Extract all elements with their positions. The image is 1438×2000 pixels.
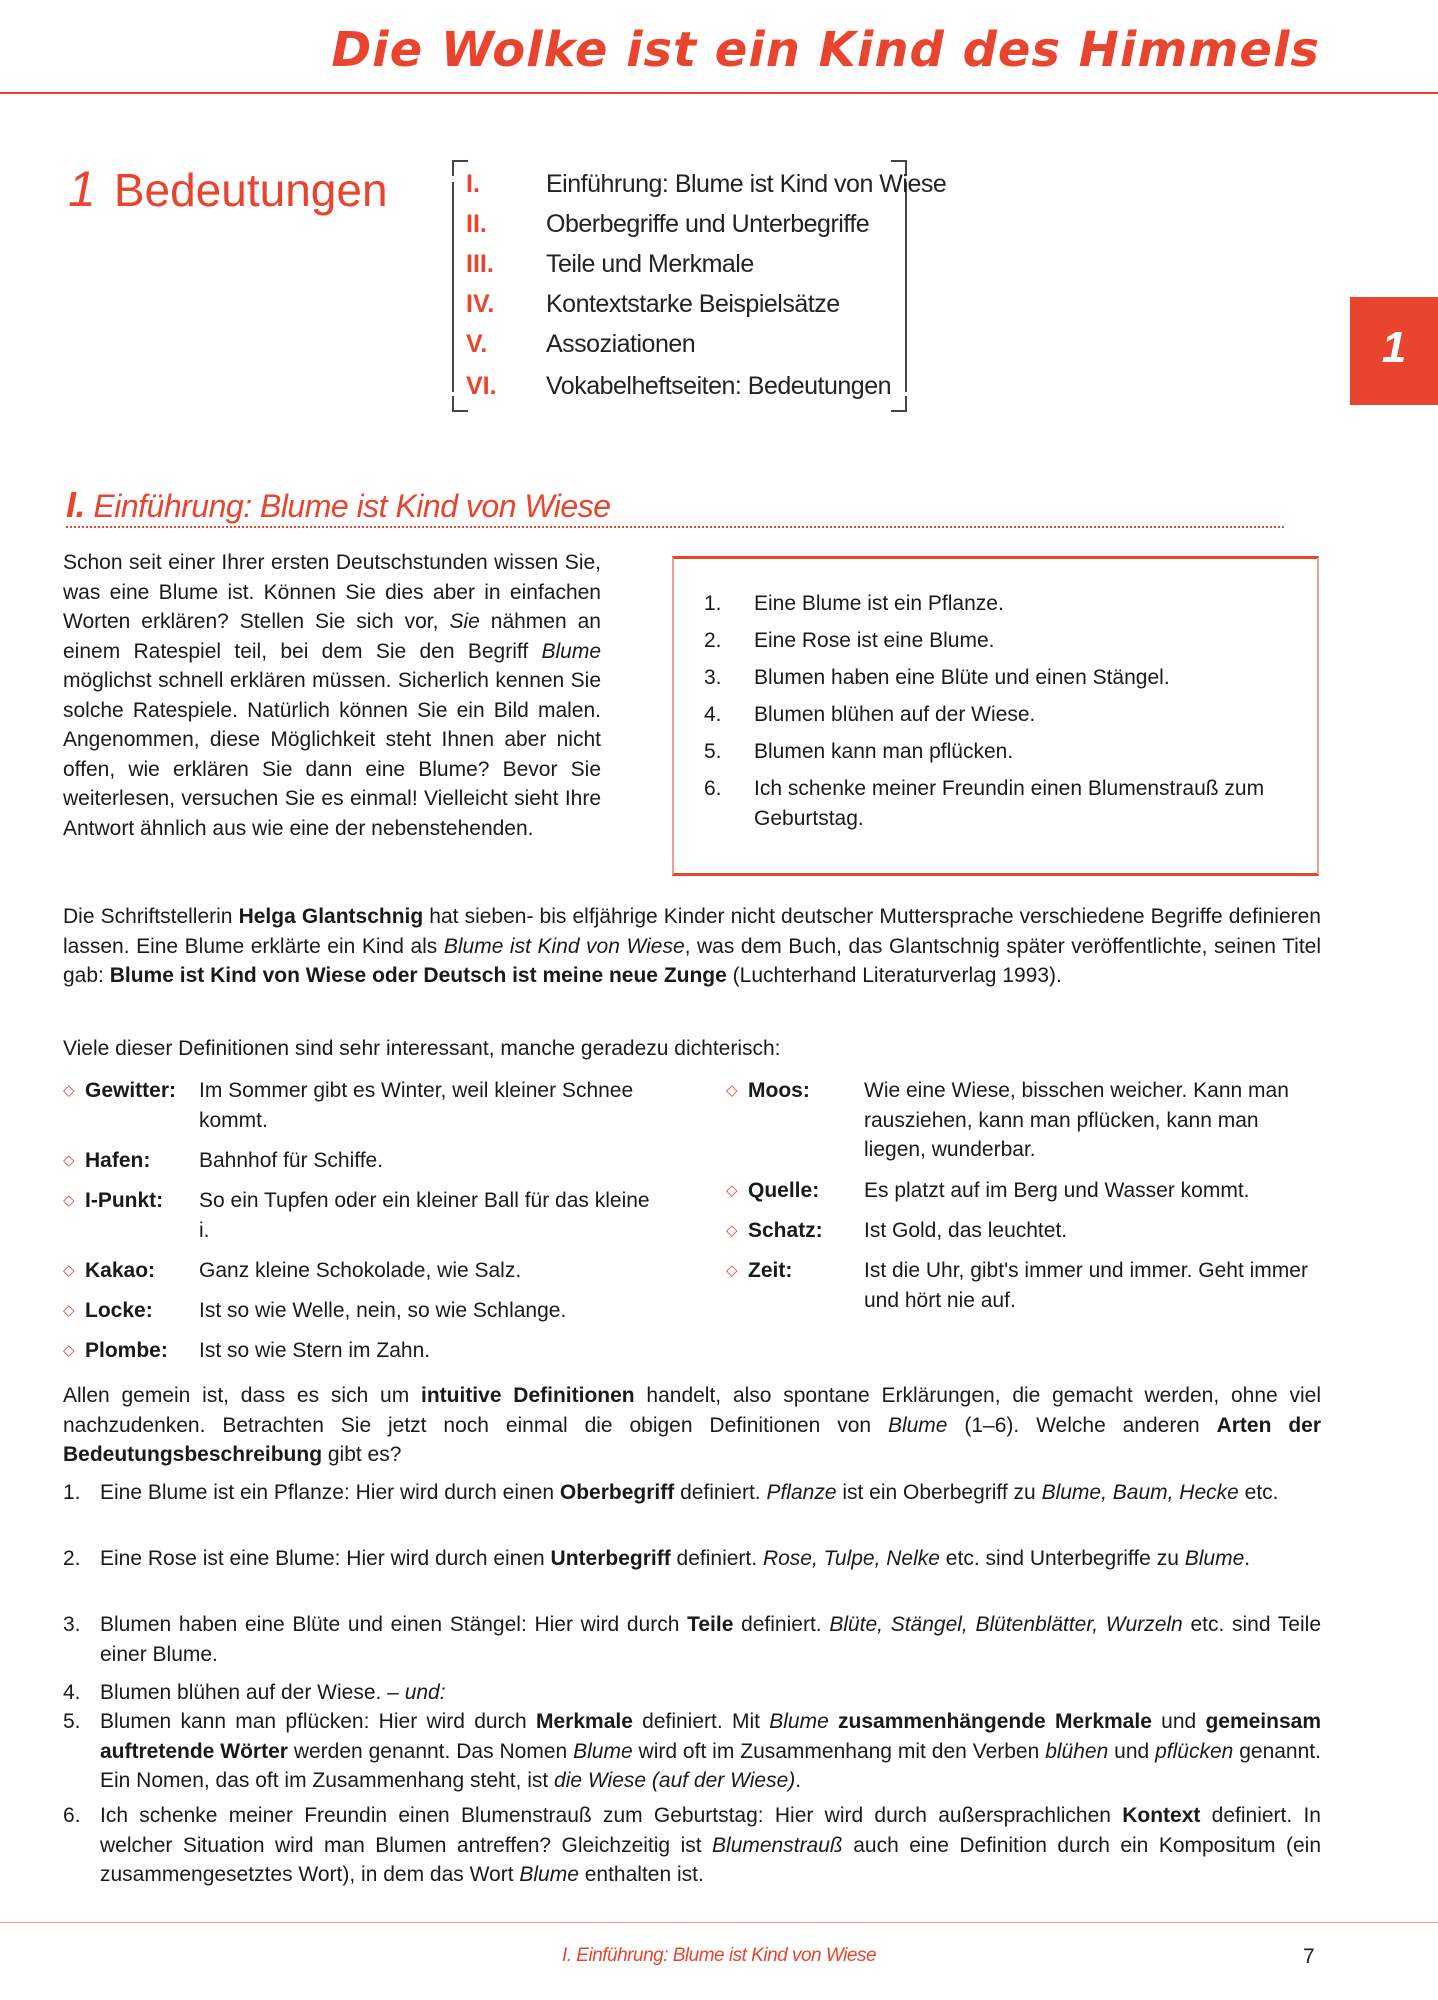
definitions-intro: Viele dieser Definitionen sind sehr interessant, manche geradezu dichterisch:: [63, 1037, 781, 1060]
summary-paragraph: Allen gemein ist, dass es sich um intuitive Definitionen handelt, also spontane Erklärungen, die gemacht werden, ohne viel nachzudenken. Betrachten Sie jetzt noch einmal die obigen Definitionen von Blume (1–6). Welche anderen Arten der Bedeutungsbeschreibung gibt es?: [63, 1384, 1321, 1466]
toc-item-label: Vokabelheftseiten: Bedeutungen: [546, 372, 892, 400]
chapter-number: 1: [68, 161, 96, 217]
section-number: I.: [66, 484, 86, 525]
chapter-side-tab: [1350, 297, 1438, 405]
definitions-box: 1. Eine Blume ist ein Pflanze. 2. Eine Rose ist eine Blume. 3. Blumen haben eine Blüte und einen Stängel. 4. Blumen blühen auf der Wiese. 5. Blumen kann man pflücken. 6. Ich schenke meiner Freundin einen Blumenstrauß zum Geburtstag.: [672, 556, 1319, 876]
toc-item-label: Assoziationen: [546, 330, 696, 358]
toc-item-label: Teile und Merkmale: [546, 250, 754, 278]
author-paragraph: Die Schriftstellerin Helga Glantschnig hat sieben- bis elfjährige Kinder nicht deutscher Muttersprache verschiedene Begriffe definieren lassen. Eine Blume erklärte ein Kind als Blume ist Kind von Wiese, was dem Buch, das Glantschnig später veröffentlichte, seinen Titel gab: Blume ist Kind von Wiese oder Deutsch ist meine neue Zunge (Luchterhand Literaturverlag 1993).: [63, 905, 1321, 987]
chapter-title: Bedeutungen: [113, 164, 388, 216]
section-heading: [66, 484, 611, 526]
section-divider: [66, 526, 1284, 528]
toc-item-number: IV.: [466, 290, 495, 318]
toc-bracket: [905, 182, 907, 392]
chapter-side-tab-label: 1: [1381, 323, 1407, 372]
toc-item-number: II.: [466, 210, 487, 238]
toc-item-label: Oberbegriffe und Unterbegriffe: [546, 210, 870, 238]
diamond-icon: ◇: [63, 1342, 75, 1359]
header-title: Die Wolke ist ein Kind des Himmels: [331, 22, 1320, 78]
toc-bracket: [452, 182, 454, 392]
diamond-icon: ◇: [63, 1192, 75, 1209]
diamond-icon: ◇: [726, 1182, 738, 1199]
footer-rule: [0, 1922, 1438, 1923]
section-title: Einführung: Blume ist Kind von Wiese: [93, 488, 611, 524]
diamond-icon: ◇: [63, 1152, 75, 1169]
toc-item-number: V.: [466, 330, 488, 358]
diamond-icon: ◇: [726, 1082, 738, 1099]
toc-item-label: Einführung: Blume ist Kind von Wiese: [546, 170, 947, 198]
toc-item-number: III.: [466, 250, 494, 278]
chapter-heading: [68, 160, 388, 218]
table-of-contents: [452, 160, 947, 412]
toc-item-number: VI.: [466, 372, 497, 400]
footer-section-title: I. Einführung: Blume ist Kind von Wiese: [561, 1945, 877, 1966]
diamond-icon: ◇: [63, 1082, 75, 1099]
toc-item-number: I.: [466, 170, 480, 198]
intro-paragraph: Schon seit einer Ihrer ersten Deutschstunden wissen Sie, was eine Blume ist. Können Sie dies aber in einfachen Worten erklären? Stellen Sie sich vor, Sie nähmen an einem Ratespiel teil, bei dem Sie den Begriff Blume möglichst schnell erklären müssen. Sicherlich kennen Sie solche Ratespiele. Natürlich können Sie ein Bild malen. Angenommen, diese Möglichkeit steht Ihnen aber nicht offen, wie erklären Sie dann eine Blume? Bevor Sie weiterlesen, versuchen Sie es einmal! Vielleicht sieht Ihre Antwort ähnlich aus wie eine der nebenstehenden.: [63, 551, 601, 840]
diamond-icon: ◇: [63, 1302, 75, 1319]
diamond-icon: ◇: [63, 1262, 75, 1279]
page-number: 7: [1303, 1945, 1315, 1968]
diamond-icon: ◇: [726, 1222, 738, 1239]
toc-item-label: Kontextstarke Beispielsätze: [546, 290, 840, 318]
header-rule: [0, 92, 1438, 94]
toc-bracket: [891, 396, 907, 412]
diamond-icon: ◇: [726, 1262, 738, 1279]
